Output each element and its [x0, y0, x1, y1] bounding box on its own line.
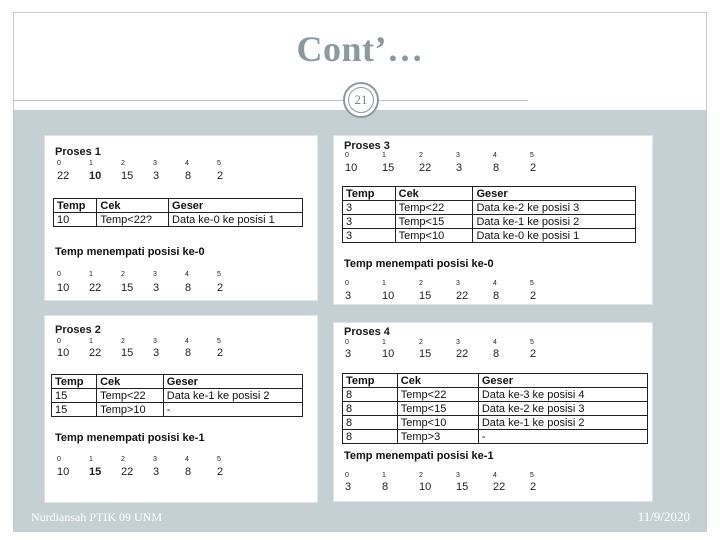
proses-4-index-row	[345, 339, 567, 346]
table-row	[343, 416, 648, 430]
index-cell: 2	[419, 280, 423, 287]
index-cell: 3	[456, 339, 460, 346]
index-cell: 0	[57, 271, 61, 278]
proses-1-table	[53, 198, 303, 227]
index-cell: 0	[57, 160, 61, 167]
table-cell: 3	[343, 229, 396, 243]
table-cell: Data ke-3 ke posisi 4	[478, 388, 647, 402]
title-divider-left	[13, 100, 343, 101]
index-cell: 5	[530, 472, 534, 479]
column-header: Cek	[397, 374, 478, 388]
proses-1-heading: Proses 1	[55, 146, 101, 158]
index-cell: 0	[345, 280, 349, 287]
index-cell: 4	[493, 152, 497, 159]
index-cell: 4	[493, 280, 497, 287]
table-cell: Data ke-1 ke posisi 2	[163, 389, 302, 403]
column-header: Cek	[97, 375, 164, 389]
value-cell: 15	[121, 282, 134, 294]
index-cell: 4	[185, 160, 189, 167]
value-cell: 15	[121, 347, 134, 359]
value-cell: 2	[217, 170, 224, 182]
proses-2-result-value-row	[57, 466, 249, 478]
column-header: Temp	[343, 187, 396, 201]
table-cell: 15	[52, 403, 97, 417]
value-cell: 3	[153, 466, 160, 478]
index-cell: 1	[382, 472, 386, 479]
table-header-row	[343, 187, 636, 201]
proses-4-heading: Proses 4	[344, 326, 390, 338]
index-cell: 4	[493, 472, 497, 479]
proses-1-value-row	[57, 170, 249, 182]
index-cell: 0	[57, 338, 61, 345]
column-header: Temp	[54, 199, 97, 213]
value-cell: 22	[456, 348, 469, 360]
value-cell: 8	[185, 347, 192, 359]
page-number-badge	[343, 82, 379, 118]
footer-author: Nurdiansah PTIK 09 UNM	[31, 510, 162, 524]
value-cell: 22	[57, 170, 70, 182]
index-cell: 1	[89, 456, 93, 463]
index-cell: 2	[121, 160, 125, 167]
index-cell: 0	[57, 456, 61, 463]
value-cell: 2	[217, 347, 224, 359]
column-header: Geser	[169, 199, 303, 213]
page-number: 21	[348, 87, 374, 113]
value-cell: 10	[57, 347, 70, 359]
index-cell: 4	[493, 339, 497, 346]
index-cell: 5	[530, 339, 534, 346]
value-cell: 10	[345, 162, 358, 174]
value-cell: 3	[153, 347, 160, 359]
proses-3-note: Temp menempati posisi ke-0	[344, 258, 494, 270]
table-cell: Temp<22?	[97, 213, 169, 227]
table-cell: 3	[343, 201, 396, 215]
index-cell: 5	[530, 152, 534, 159]
value-cell: 8	[382, 481, 389, 493]
column-header: Geser	[478, 374, 647, 388]
table-row	[343, 215, 636, 229]
index-cell: 5	[217, 338, 221, 345]
value-cell: 22	[456, 290, 469, 302]
value-cell: 8	[493, 348, 500, 360]
value-cell: 15	[121, 170, 134, 182]
value-cell: 2	[530, 290, 537, 302]
value-cell: 22	[493, 481, 506, 493]
proses-2-table	[51, 374, 303, 417]
index-cell: 0	[345, 152, 349, 159]
index-cell: 0	[345, 472, 349, 479]
value-cell: 15	[456, 481, 469, 493]
value-cell: 3	[345, 290, 352, 302]
value-cell: 8	[185, 466, 192, 478]
index-cell: 5	[530, 280, 534, 287]
proses-1-index-row	[57, 160, 249, 167]
column-header: Cek	[395, 187, 473, 201]
table-cell: Temp<22	[397, 388, 478, 402]
table-cell: Data ke-0 ke posisi 1	[473, 229, 636, 243]
value-cell: 22	[89, 347, 102, 359]
value-cell: 3	[456, 162, 463, 174]
proses-2-panel	[44, 315, 318, 503]
value-cell: 15	[89, 466, 102, 478]
slide-title: Cont’…	[296, 29, 424, 69]
table-row	[343, 430, 648, 444]
proses-2-index-row	[57, 338, 249, 345]
value-cell: 8	[185, 282, 192, 294]
index-cell: 4	[185, 271, 189, 278]
index-cell: 3	[153, 456, 157, 463]
table-row	[52, 389, 303, 403]
value-cell: 22	[419, 162, 432, 174]
table-cell: Data ke-0 ke posisi 1	[169, 213, 303, 227]
table-cell: Temp<15	[397, 402, 478, 416]
table-cell: 8	[343, 416, 398, 430]
table-row	[343, 201, 636, 215]
table-header-row	[52, 375, 303, 389]
value-cell: 10	[382, 290, 395, 302]
proses-3-result-index-row	[345, 280, 567, 287]
proses-1-note: Temp menempati posisi ke-0	[55, 246, 205, 258]
index-cell: 1	[89, 338, 93, 345]
table-cell: 3	[343, 215, 396, 229]
index-cell: 0	[345, 339, 349, 346]
proses-3-result-value-row	[345, 290, 567, 302]
table-cell: Temp<22	[395, 201, 473, 215]
table-row	[343, 402, 648, 416]
value-cell: 10	[382, 348, 395, 360]
table-cell: -	[478, 430, 647, 444]
table-cell: Temp>3	[397, 430, 478, 444]
proses-3-panel	[333, 135, 653, 305]
column-header: Geser	[163, 375, 302, 389]
footer-date: 11/9/2020	[637, 509, 690, 524]
value-cell: 3	[345, 481, 352, 493]
index-cell: 5	[217, 456, 221, 463]
proses-1-panel	[44, 135, 318, 301]
proses-4-panel	[333, 322, 653, 502]
table-row	[343, 229, 636, 243]
index-cell: 1	[89, 271, 93, 278]
column-header: Temp	[52, 375, 97, 389]
value-cell: 15	[419, 348, 432, 360]
index-cell: 2	[419, 472, 423, 479]
proses-2-heading: Proses 2	[55, 324, 101, 336]
proses-2-note: Temp menempati posisi ke-1	[55, 432, 205, 444]
index-cell: 2	[121, 271, 125, 278]
index-cell: 1	[89, 160, 93, 167]
proses-4-table	[342, 373, 648, 444]
index-cell: 3	[153, 160, 157, 167]
value-cell: 2	[530, 162, 537, 174]
value-cell: 8	[493, 290, 500, 302]
table-cell: Temp<10	[397, 416, 478, 430]
table-header-row	[343, 374, 648, 388]
value-cell: 22	[121, 466, 134, 478]
value-cell: 8	[493, 162, 500, 174]
table-cell: -	[163, 403, 302, 417]
table-header-row	[54, 199, 303, 213]
table-cell: Temp>10	[97, 403, 164, 417]
proses-2-result-index-row	[57, 456, 249, 463]
title-divider-right	[378, 100, 528, 101]
value-cell: 3	[345, 348, 352, 360]
value-cell: 15	[419, 290, 432, 302]
index-cell: 5	[217, 271, 221, 278]
index-cell: 4	[185, 338, 189, 345]
value-cell: 15	[382, 162, 395, 174]
value-cell: 10	[89, 170, 102, 182]
table-row	[52, 403, 303, 417]
proses-4-value-row	[345, 348, 567, 360]
index-cell: 1	[382, 339, 386, 346]
table-cell: Temp<10	[395, 229, 473, 243]
proses-4-note: Temp menempati posisi ke-1	[344, 450, 494, 462]
proses-1-result-index-row	[57, 271, 249, 278]
value-cell: 2	[217, 466, 224, 478]
index-cell: 3	[456, 472, 460, 479]
index-cell: 1	[382, 152, 386, 159]
column-header: Cek	[97, 199, 169, 213]
table-cell: 8	[343, 402, 398, 416]
value-cell: 10	[419, 481, 432, 493]
table-cell: 8	[343, 430, 398, 444]
table-cell: 10	[54, 213, 97, 227]
index-cell: 3	[456, 152, 460, 159]
index-cell: 2	[121, 456, 125, 463]
table-cell: Data ke-1 ke posisi 2	[478, 416, 647, 430]
table-cell: Data ke-1 ke posisi 2	[473, 215, 636, 229]
value-cell: 2	[217, 282, 224, 294]
index-cell: 2	[121, 338, 125, 345]
table-row	[343, 388, 648, 402]
proses-3-heading: Proses 3	[344, 140, 390, 152]
value-cell: 22	[89, 282, 102, 294]
proses-3-table	[342, 186, 636, 243]
index-cell: 5	[217, 160, 221, 167]
proses-2-value-row	[57, 347, 249, 359]
proses-4-result-value-row	[345, 481, 567, 493]
table-cell: Data ke-2 ke posisi 3	[473, 201, 636, 215]
index-cell: 2	[419, 152, 423, 159]
value-cell: 2	[530, 348, 537, 360]
table-cell: 15	[52, 389, 97, 403]
value-cell: 2	[530, 481, 537, 493]
table-cell: Data ke-2 ke posisi 3	[478, 402, 647, 416]
column-header: Geser	[473, 187, 636, 201]
index-cell: 1	[382, 280, 386, 287]
proses-4-result-index-row	[345, 472, 567, 479]
table-cell: 8	[343, 388, 398, 402]
value-cell: 8	[185, 170, 192, 182]
value-cell: 10	[57, 282, 70, 294]
index-cell: 3	[456, 280, 460, 287]
proses-3-index-row	[345, 152, 567, 159]
proses-1-result-value-row	[57, 282, 249, 294]
proses-3-value-row	[345, 162, 567, 174]
table-cell: Temp<15	[395, 215, 473, 229]
value-cell: 3	[153, 170, 160, 182]
value-cell: 10	[57, 466, 70, 478]
index-cell: 3	[153, 271, 157, 278]
column-header: Temp	[343, 374, 398, 388]
index-cell: 4	[185, 456, 189, 463]
index-cell: 2	[419, 339, 423, 346]
index-cell: 3	[153, 338, 157, 345]
table-row	[54, 213, 303, 227]
value-cell: 3	[153, 282, 160, 294]
table-cell: Temp<22	[97, 389, 164, 403]
